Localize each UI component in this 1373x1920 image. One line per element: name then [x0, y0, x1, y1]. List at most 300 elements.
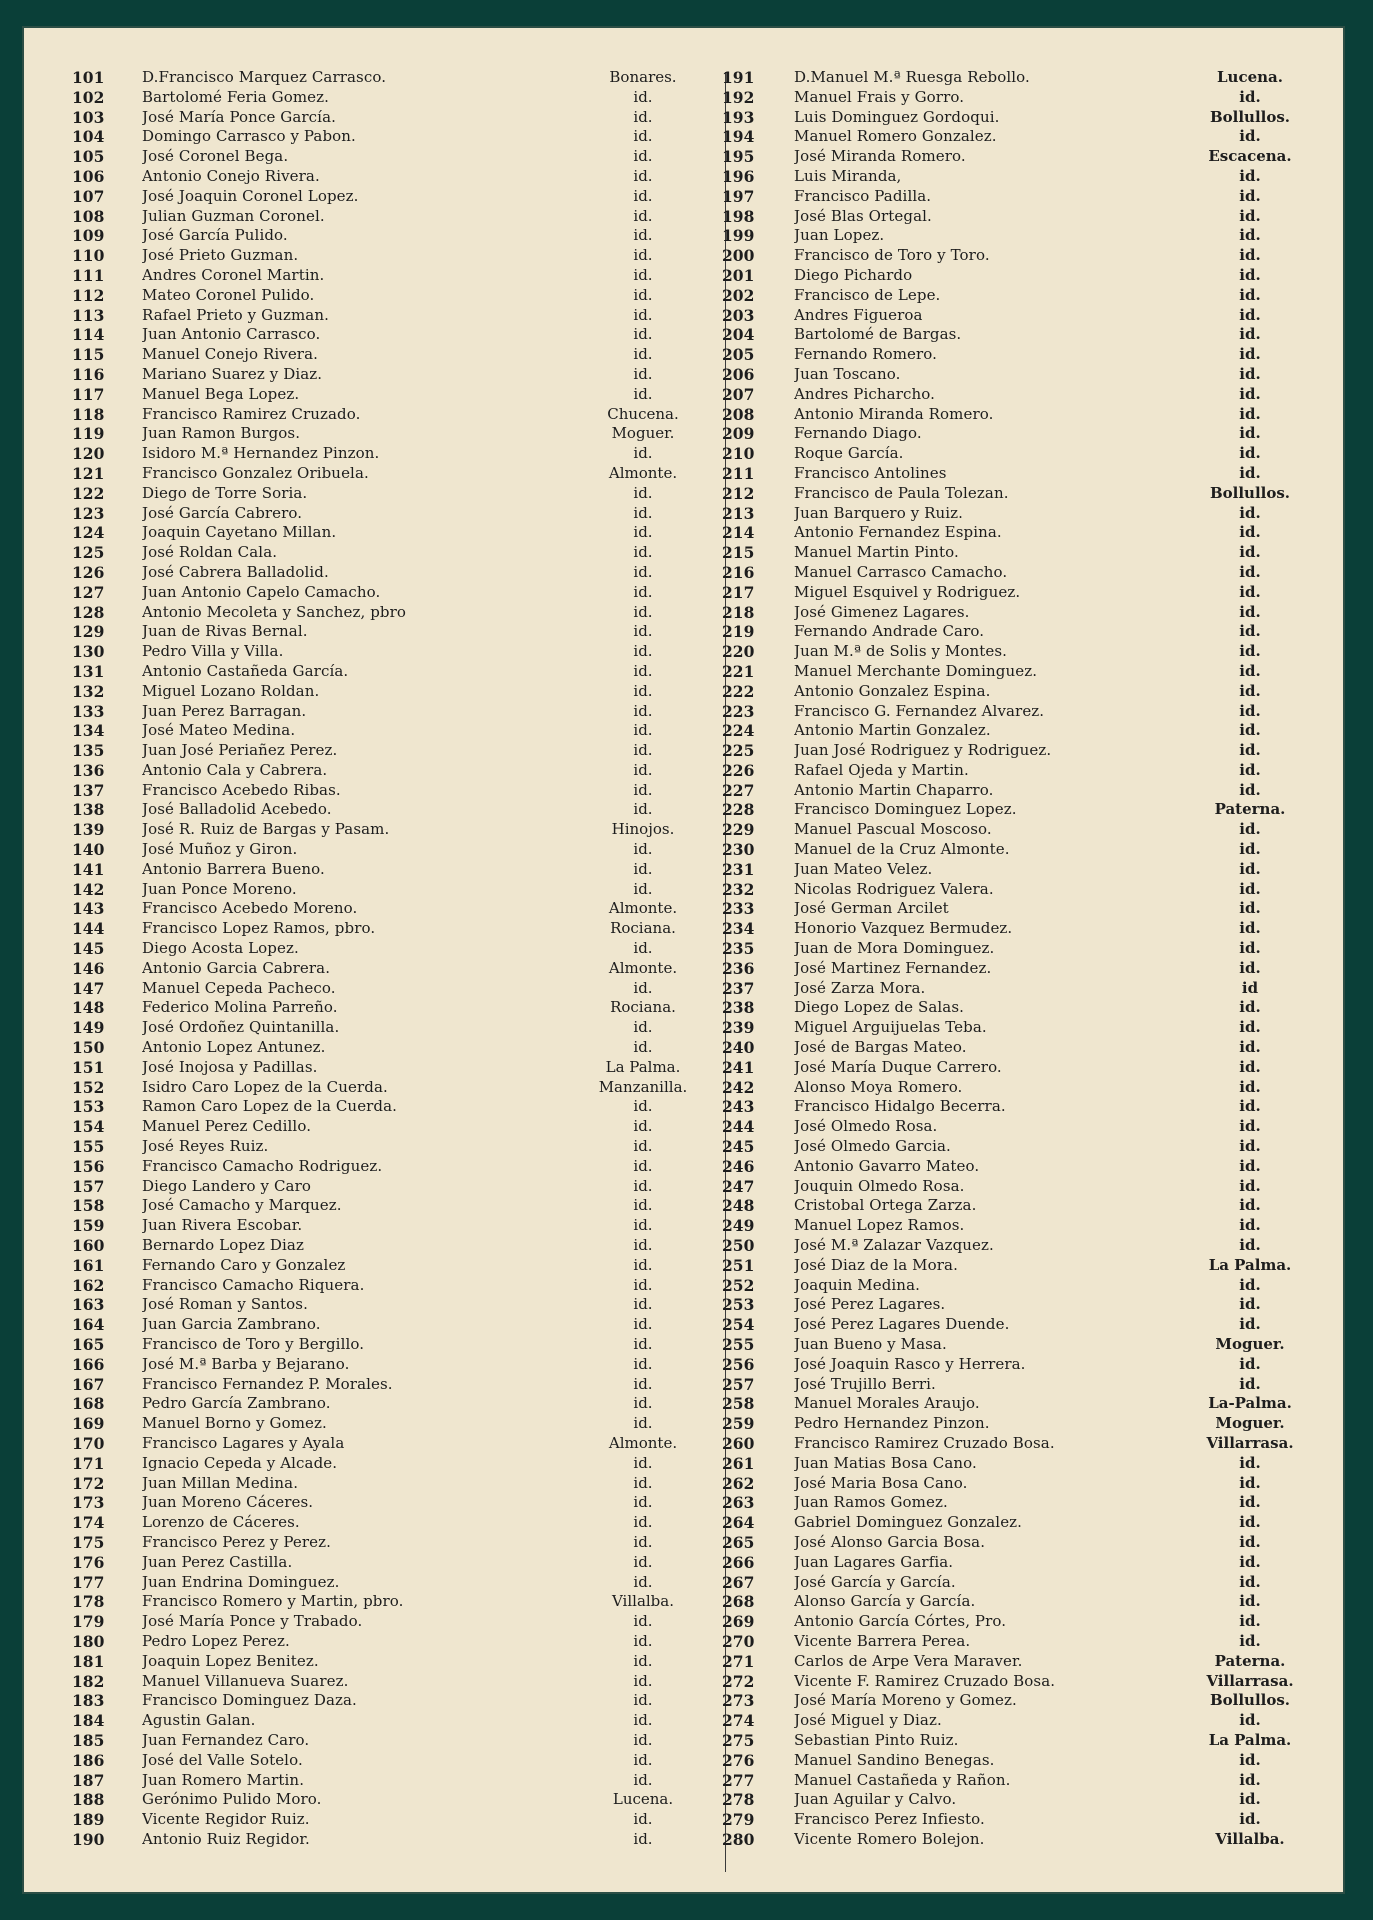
person-name: Manuel Merchante Dominguez. — [794, 661, 1038, 680]
row-number: 110 — [72, 246, 105, 266]
person-name: Manuel Pascual Moscoso. — [794, 820, 992, 839]
row-number: 154 — [72, 1117, 105, 1137]
place-name: id. — [633, 661, 653, 680]
list-row — [722, 563, 1326, 583]
row-number: 220 — [722, 642, 755, 662]
person-name: Francisco de Lepe. — [794, 285, 941, 304]
list-row — [72, 642, 714, 662]
row-number: 125 — [72, 543, 105, 563]
place-name: id. — [1239, 721, 1261, 740]
person-name: José Olmedo Rosa. — [794, 1117, 938, 1136]
list-row — [722, 1038, 1326, 1058]
row-number: 277 — [722, 1770, 755, 1790]
list-row — [722, 1177, 1326, 1197]
place-name: id. — [633, 780, 653, 799]
list-row — [722, 1295, 1326, 1315]
list-row — [72, 781, 714, 801]
list-row — [72, 68, 714, 88]
row-number: 258 — [722, 1394, 755, 1414]
person-name: José Coronel Bega. — [142, 147, 289, 166]
row-number: 269 — [722, 1612, 755, 1632]
place-name: Rociana. — [610, 919, 676, 938]
place-name: id. — [1239, 760, 1261, 779]
row-number: 272 — [722, 1671, 755, 1691]
list-row — [72, 246, 714, 266]
list-row — [722, 484, 1326, 504]
list-row — [722, 405, 1326, 425]
person-name: Vicente F. Ramirez Cruzado Bosa. — [794, 1671, 1056, 1690]
person-name: Antonio Garcia Cabrera. — [142, 958, 331, 977]
row-number: 212 — [722, 483, 755, 503]
place-name: id. — [633, 1236, 653, 1255]
place-name: id. — [1239, 1473, 1261, 1492]
row-number: 234 — [722, 919, 755, 939]
person-name: Domingo Carrasco y Pabon. — [142, 127, 356, 146]
place-name: id. — [633, 1829, 653, 1848]
place-name: id. — [633, 840, 653, 859]
list-row — [722, 1434, 1326, 1454]
row-number: 248 — [722, 1196, 755, 1216]
person-name: José Roldan Cala. — [142, 543, 278, 562]
place-name: id. — [1239, 404, 1261, 423]
row-number: 172 — [72, 1473, 105, 1493]
list-row — [72, 721, 714, 741]
list-row — [72, 1038, 714, 1058]
person-name: Ignacio Cepeda y Alcade. — [142, 1453, 338, 1472]
row-number: 193 — [722, 107, 755, 127]
list-row — [722, 741, 1326, 761]
row-number: 121 — [72, 463, 105, 483]
row-number: 244 — [722, 1117, 755, 1137]
place-name: id. — [1239, 424, 1261, 443]
person-name: Juan Ponce Moreno. — [142, 879, 297, 898]
list-row — [72, 1830, 714, 1850]
list-row — [722, 1533, 1326, 1553]
person-name: Isidoro M.ª Hernandez Pinzon. — [142, 444, 380, 463]
place-name: id. — [633, 939, 653, 958]
list-row — [722, 1790, 1326, 1810]
person-name: Antonio García Córtes, Pro. — [794, 1612, 1007, 1631]
row-number: 240 — [722, 1038, 755, 1058]
person-name: Vicente Regidor Ruiz. — [142, 1810, 310, 1829]
list-row — [72, 1177, 714, 1197]
person-name: Rafael Prieto y Guzman. — [142, 305, 329, 324]
person-name: Juan Endrina Dominguez. — [142, 1572, 340, 1591]
person-name: Diego Acosta Lopez. — [142, 939, 299, 958]
person-name: Miguel Esquivel y Rodriguez. — [794, 582, 1021, 601]
person-name: Juan Aguilar y Calvo. — [794, 1790, 957, 1809]
list-row — [72, 1810, 714, 1830]
list-row — [722, 187, 1326, 207]
list-row — [72, 266, 714, 286]
person-name: Juan Matias Bosa Cano. — [794, 1453, 977, 1472]
list-row — [722, 1355, 1326, 1375]
list-row — [72, 860, 714, 880]
row-number: 273 — [722, 1691, 755, 1711]
list-row — [72, 1137, 714, 1157]
person-name: Rafael Ojeda y Martin. — [794, 760, 969, 779]
row-number: 145 — [72, 939, 105, 959]
person-name: Juan Romero Martin. — [142, 1770, 305, 1789]
row-number: 202 — [722, 285, 755, 305]
person-name: Luis Dominguez Gordoqui. — [794, 107, 1000, 126]
place-name: Almonte. — [608, 899, 678, 918]
list-row — [72, 1771, 714, 1791]
place-name: id. — [1239, 681, 1261, 700]
place-name: id. — [1239, 741, 1261, 760]
list-row — [72, 385, 714, 405]
list-row — [72, 405, 714, 425]
list-row — [722, 1117, 1326, 1137]
place-name: id. — [1239, 1295, 1261, 1314]
list-row — [72, 543, 714, 563]
place-name: id. — [1239, 166, 1261, 185]
row-number: 123 — [72, 503, 105, 523]
place-name: Villalba. — [1215, 1829, 1285, 1848]
place-name: id. — [633, 1097, 653, 1116]
place-name: id. — [633, 681, 653, 700]
place-name: id. — [1239, 1750, 1261, 1769]
row-number: 211 — [722, 463, 755, 483]
place-name: Moguer. — [1215, 1414, 1285, 1433]
place-name: Manzanilla. — [598, 1077, 688, 1096]
list-row — [72, 1731, 714, 1751]
list-row — [722, 899, 1326, 919]
row-number: 246 — [722, 1156, 755, 1176]
list-row — [722, 1157, 1326, 1177]
place-name: id. — [633, 1176, 653, 1195]
place-name: id. — [633, 483, 653, 502]
person-name: Francisco de Paula Tolezan. — [794, 483, 1009, 502]
place-name: Almonte. — [608, 958, 678, 977]
person-name: Cristobal Ortega Zarza. — [794, 1196, 977, 1215]
place-name: id. — [1239, 265, 1261, 284]
person-name: Juan Lopez. — [794, 226, 885, 245]
list-row — [72, 424, 714, 444]
row-number: 120 — [72, 444, 105, 464]
place-name: id. — [633, 503, 653, 522]
row-number: 191 — [722, 68, 755, 87]
list-row — [722, 147, 1326, 167]
row-number: 242 — [722, 1077, 755, 1097]
list-row — [722, 1810, 1326, 1830]
place-name: id. — [1239, 1097, 1261, 1116]
place-name: id. — [1239, 642, 1261, 661]
place-name: id. — [633, 562, 653, 581]
person-name: Juan Rivera Escobar. — [142, 1216, 303, 1235]
person-name: Juan Lagares Garfia. — [794, 1552, 954, 1571]
list-row — [72, 1196, 714, 1216]
person-name: José García y García. — [794, 1572, 956, 1591]
person-name: Francisco Fernandez P. Morales. — [142, 1374, 393, 1393]
person-name: Juan Barquero y Ruiz. — [794, 503, 964, 522]
person-name: Vicente Romero Bolejon. — [794, 1829, 985, 1848]
place-name: id. — [633, 206, 653, 225]
place-name: Rociana. — [610, 998, 676, 1017]
row-number: 274 — [722, 1711, 755, 1731]
person-name: José Ordoñez Quintanilla. — [142, 1018, 340, 1037]
person-name: Francisco Ramirez Cruzado. — [142, 404, 361, 423]
left-column — [72, 68, 714, 1880]
person-name: D.Francisco Marquez Carrasco. — [142, 68, 387, 86]
person-name: Antonio Gavarro Mateo. — [794, 1156, 980, 1175]
list-row — [72, 622, 714, 642]
row-number: 231 — [722, 859, 755, 879]
person-name: Joaquin Cayetano Millan. — [142, 523, 337, 542]
place-name: id. — [633, 1374, 653, 1393]
row-number: 219 — [722, 622, 755, 642]
row-number: 214 — [722, 523, 755, 543]
row-number: 155 — [72, 1137, 105, 1157]
row-number: 280 — [722, 1829, 755, 1849]
row-number: 185 — [72, 1730, 105, 1750]
row-number: 198 — [722, 206, 755, 226]
list-row — [722, 1672, 1326, 1692]
place-name: id. — [1239, 1176, 1261, 1195]
row-number: 200 — [722, 246, 755, 266]
list-row — [72, 1355, 714, 1375]
place-name: id. — [633, 444, 653, 463]
place-name: id. — [1239, 1057, 1261, 1076]
row-number: 129 — [72, 622, 105, 642]
person-name: Fernando Romero. — [794, 345, 938, 364]
person-name: Andres Picharcho. — [794, 384, 935, 403]
person-name: José del Valle Sotelo. — [142, 1750, 303, 1769]
person-name: José García Pulido. — [142, 226, 288, 245]
place-name: id. — [633, 285, 653, 304]
place-name: Villarrasa. — [1206, 1671, 1294, 1690]
place-name: id. — [633, 1552, 653, 1571]
person-name: Alonso García y García. — [794, 1592, 976, 1611]
place-name: id. — [633, 1671, 653, 1690]
row-number: 109 — [72, 226, 105, 246]
place-name: id. — [1239, 1552, 1261, 1571]
place-name: id. — [633, 978, 653, 997]
row-number: 170 — [72, 1433, 105, 1453]
row-number: 136 — [72, 760, 105, 780]
row-number: 238 — [722, 998, 755, 1018]
row-number: 218 — [722, 602, 755, 622]
person-name: Antonio Fernandez Espina. — [794, 523, 1002, 542]
person-name: José M.ª Zalazar Vazquez. — [794, 1236, 994, 1255]
list-row — [722, 523, 1326, 543]
list-row — [72, 1790, 714, 1810]
row-number: 175 — [72, 1532, 105, 1552]
list-row — [722, 543, 1326, 563]
person-name: Julian Guzman Coronel. — [142, 206, 325, 225]
row-number: 135 — [72, 741, 105, 761]
list-row — [72, 1276, 714, 1296]
place-name: id. — [1239, 463, 1261, 482]
person-name: Manuel Castañeda y Rañon. — [794, 1770, 1011, 1789]
person-name: Pedro Hernandez Pinzon. — [794, 1414, 990, 1433]
row-number: 178 — [72, 1592, 105, 1612]
row-number: 166 — [72, 1354, 105, 1374]
place-name: id. — [1239, 523, 1261, 542]
list-row — [72, 1434, 714, 1454]
person-name: José Blas Ortegal. — [794, 206, 932, 225]
person-name: Juan Millan Medina. — [142, 1473, 299, 1492]
row-number: 278 — [722, 1790, 755, 1810]
list-row — [722, 1335, 1326, 1355]
person-name: Gerónimo Pulido Moro. — [142, 1790, 322, 1809]
person-name: Juan Mateo Velez. — [794, 859, 933, 878]
place-name: id. — [1239, 562, 1261, 581]
place-name: id. — [633, 186, 653, 205]
row-number: 113 — [72, 305, 105, 325]
list-row — [722, 979, 1326, 999]
list-row — [72, 108, 714, 128]
place-name: id. — [1239, 206, 1261, 225]
person-name: Antonio Ruiz Regidor. — [142, 1829, 310, 1848]
list-row — [722, 1652, 1326, 1672]
list-row — [72, 603, 714, 623]
row-number: 119 — [72, 424, 105, 444]
person-name: Gabriel Dominguez Gonzalez. — [794, 1513, 1023, 1532]
list-row — [72, 1573, 714, 1593]
list-row — [722, 1751, 1326, 1771]
person-name: José Roman y Santos. — [142, 1295, 308, 1314]
list-row — [72, 741, 714, 761]
list-row — [722, 939, 1326, 959]
row-number: 182 — [72, 1671, 105, 1691]
row-number: 199 — [722, 226, 755, 246]
list-row — [722, 127, 1326, 147]
person-name: José Balladolid Acebedo. — [142, 800, 332, 819]
place-name: id. — [1239, 1038, 1261, 1057]
place-name: id. — [1239, 1156, 1261, 1175]
list-row — [722, 1078, 1326, 1098]
row-number: 157 — [72, 1176, 105, 1196]
place-name: La Palma. — [1208, 1730, 1292, 1749]
list-row — [72, 820, 714, 840]
list-row — [722, 998, 1326, 1018]
person-name: Nicolas Rodriguez Valera. — [794, 879, 994, 898]
place-name: id. — [1239, 1513, 1261, 1532]
person-name: José Olmedo Garcia. — [794, 1137, 951, 1156]
list-row — [72, 464, 714, 484]
person-name: Bartolomé de Bargas. — [794, 325, 962, 344]
place-name: id. — [633, 800, 653, 819]
place-name: id. — [1239, 384, 1261, 403]
list-row — [722, 444, 1326, 464]
row-number: 224 — [722, 721, 755, 741]
place-name: id. — [633, 859, 653, 878]
row-number: 196 — [722, 166, 755, 186]
place-name: id. — [633, 1295, 653, 1314]
list-row — [72, 1117, 714, 1137]
list-row — [72, 1612, 714, 1632]
row-number: 279 — [722, 1810, 755, 1830]
person-name: Antonio Lopez Antunez. — [142, 1038, 326, 1057]
person-name: Bartolomé Feria Gomez. — [142, 87, 330, 106]
row-number: 215 — [722, 543, 755, 563]
row-number: 122 — [72, 483, 105, 503]
person-name: Pedro García Zambrano. — [142, 1394, 331, 1413]
list-row — [722, 88, 1326, 108]
person-name: Jouquin Olmedo Rosa. — [794, 1176, 965, 1195]
row-number: 223 — [722, 701, 755, 721]
row-number: 207 — [722, 384, 755, 404]
place-name: id. — [633, 741, 653, 760]
person-name: Joaquin Lopez Benitez. — [142, 1651, 319, 1670]
person-name: Francisco Romero y Martin, pbro. — [142, 1592, 404, 1611]
row-number: 252 — [722, 1275, 755, 1295]
person-name: Francisco Dominguez Lopez. — [794, 800, 1017, 819]
place-name: id. — [1239, 899, 1261, 918]
place-name: id. — [633, 721, 653, 740]
list-row — [722, 1394, 1326, 1414]
row-number: 255 — [722, 1335, 755, 1354]
list-row — [72, 1315, 714, 1335]
row-number: 117 — [72, 384, 105, 404]
place-name: id. — [1239, 1117, 1261, 1136]
list-row — [722, 702, 1326, 722]
place-name: id. — [1239, 820, 1261, 839]
list-row — [722, 504, 1326, 524]
list-row — [722, 1474, 1326, 1494]
person-name: Francisco Padilla. — [794, 186, 932, 205]
row-number: 105 — [72, 147, 105, 167]
person-name: Francisco G. Fernandez Alvarez. — [794, 701, 1045, 720]
list-row — [722, 1276, 1326, 1296]
row-number: 151 — [72, 1057, 105, 1077]
row-number: 138 — [72, 800, 105, 820]
place-name: id. — [633, 1156, 653, 1175]
list-row — [722, 1454, 1326, 1474]
list-row — [72, 1493, 714, 1513]
person-name: José María Moreno y Gomez. — [794, 1691, 1017, 1710]
row-number: 127 — [72, 582, 105, 602]
person-name: Antonio Castañeda García. — [142, 661, 349, 680]
row-number: 137 — [72, 780, 105, 800]
person-name: Agustin Galan. — [142, 1711, 256, 1730]
row-number: 101 — [72, 68, 105, 87]
row-number: 143 — [72, 899, 105, 919]
list-row — [722, 306, 1326, 326]
place-name: id. — [1239, 958, 1261, 977]
row-number: 161 — [72, 1255, 105, 1275]
place-name: id. — [633, 1275, 653, 1294]
list-row — [72, 1513, 714, 1533]
place-name: id. — [633, 345, 653, 364]
person-name: Francisco Acebedo Moreno. — [142, 899, 358, 918]
list-row — [722, 385, 1326, 405]
row-number: 153 — [72, 1097, 105, 1117]
row-number: 257 — [722, 1374, 755, 1394]
place-name: id. — [633, 1691, 653, 1710]
row-number: 102 — [72, 87, 105, 107]
place-name: id. — [1239, 661, 1261, 680]
person-name: Juan Toscano. — [794, 364, 901, 383]
person-name: Francisco Camacho Rodriguez. — [142, 1156, 383, 1175]
place-name: id. — [633, 602, 653, 621]
person-name: Juan Ramos Gomez. — [794, 1493, 948, 1512]
person-name: José María Ponce y Trabado. — [142, 1612, 363, 1631]
list-row — [72, 167, 714, 187]
row-number: 130 — [72, 642, 105, 662]
person-name: Francisco Camacho Riquera. — [142, 1275, 365, 1294]
person-name: Juan de Mora Dominguez. — [794, 939, 995, 958]
place-name: Bollullos. — [1209, 483, 1291, 502]
row-number: 177 — [72, 1572, 105, 1592]
place-name: id. — [1239, 186, 1261, 205]
row-number: 173 — [72, 1493, 105, 1513]
place-name: id. — [633, 1394, 653, 1413]
person-name: José María Ponce García. — [142, 107, 336, 126]
list-row — [72, 286, 714, 306]
list-row — [72, 1474, 714, 1494]
